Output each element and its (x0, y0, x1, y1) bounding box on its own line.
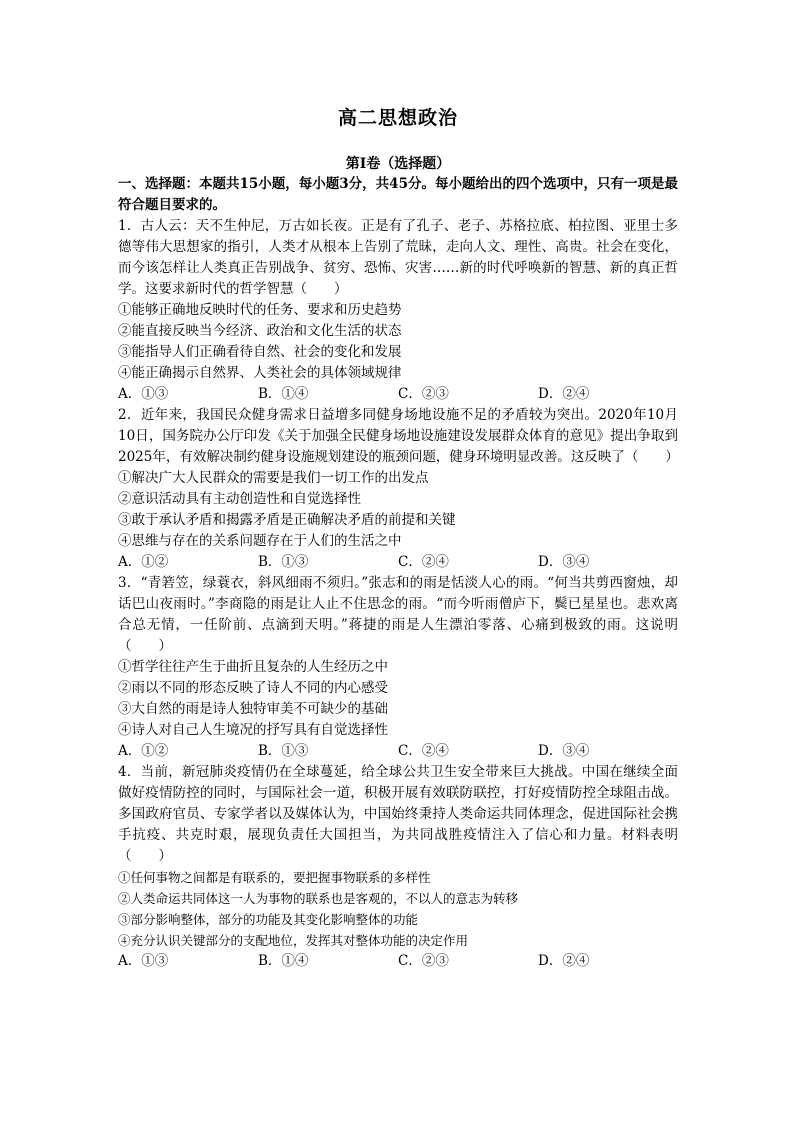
option-d: D．③④ (538, 554, 590, 570)
volume-heading: 第Ⅰ卷（选择题） (345, 156, 451, 172)
answer-options (118, 741, 678, 762)
statement-4: ④诗人对自己人生境况的抒写具有自觉选择性 (118, 722, 388, 738)
option-d: D．②④ (538, 953, 590, 969)
option-c: C．②③ (398, 386, 449, 402)
question-stem: 2．近年来，我国民众健身需求日益增多同健身场地设施不足的矛盾较为突出。2020年10月10日，国务院办公厅印发《关于加强全民健身场地设施建设发展群众体育的意见》提出争取到2025年，有效解决制约健身设施规划建设的瓶颈问题，健身环境明显改善。这反映了（ ） (118, 407, 679, 465)
statement-3: ③大自然的雨是诗人独特审美不可缺少的基础 (118, 701, 388, 717)
option-a: A．①② (118, 554, 169, 570)
option-a: A．①③ (118, 386, 169, 402)
option-a: A．①③ (118, 953, 169, 969)
answer-options (118, 384, 678, 405)
option-c: C．②④ (398, 554, 449, 570)
option-d: D．③④ (538, 743, 590, 759)
question-1 (118, 216, 678, 405)
statement-1: ①任何事物之间都是有联系的，要把握事物联系的多样性 (118, 870, 431, 885)
statement-2: ②雨以不同的形态反映了诗人不同的内心感受 (118, 680, 388, 696)
answer-options (118, 552, 678, 573)
statement-2: ②人类命运共同体这一人为事物的联系也是客观的，不以人的意志为转移 (118, 891, 519, 906)
statement-3: ③能指导人们正确看待自然、社会的变化和发展 (118, 344, 402, 360)
option-b: B．①③ (258, 554, 309, 570)
question-stem: 4．当前，新冠肺炎疫情仍在全球蔓延，给全球公共卫生安全带来巨大挑战。中国在继续全面做好疫情防控的同时，与国际社会一道，积极开展有效联防联控，打好疫情防控全球阻击战。多国政府官员、专家学者以及媒体认为，中国始终秉持人类命运共同体理念，促进国际社会携手抗疫、共克时艰，展现负责任大国担当，为共同战胜疫情注入了信心和力量。材料表明（ ） (118, 764, 678, 864)
statement-4: ④能正确揭示自然界、人类社会的具体领域规律 (118, 365, 402, 381)
statement-1: ①能够正确地反映时代的任务、要求和历史趋势 (118, 302, 402, 318)
option-c: C．②③ (398, 953, 449, 969)
option-b: B．①③ (258, 743, 309, 759)
question-stem: 3．“青箬笠，绿蓑衣，斜风细雨不须归。”张志和的雨是恬淡人心的雨。“何当共剪西窗烛，却话巴山夜雨时。”李商隐的雨是让人止不住思念的雨。“而今听雨僧庐下，鬓已星星也。悲欢离合总无情，一任阶前、点滴到天明。”蒋捷的雨是人生漂泊零落、心痛到极致的雨。这说明（ ） (118, 575, 678, 654)
option-a: A．①② (118, 743, 169, 759)
exam-page (118, 104, 678, 972)
statement-2: ②意识活动具有主动创造性和自觉选择性 (118, 491, 361, 507)
statement-3: ③部分影响整体，部分的功能及其变化影响整体的功能 (118, 912, 419, 927)
question-4 (118, 762, 678, 972)
statement-1: ①哲学往往产生于曲折且复杂的人生经历之中 (118, 659, 388, 675)
statement-3: ③敢于承认矛盾和揭露矛盾是正确解决矛盾的前提和关键 (118, 512, 456, 528)
option-c: C．②④ (398, 743, 449, 759)
statement-1: ①解决广大人民群众的需要是我们一切工作的出发点 (118, 470, 429, 486)
option-b: B．①④ (258, 953, 309, 969)
statement-4: ④思维与存在的关系问题存在于人们的生活之中 (118, 533, 402, 549)
option-d: D．②④ (538, 386, 590, 402)
section-instructions: 一、选择题：本题共15小题，每小题3分，共45分。每小题给出的四个选项中，只有一项是最符合题目要求的。 (118, 176, 678, 213)
statement-4: ④充分认识关键部分的支配地位，发挥其对整体功能的决定作用 (118, 933, 469, 948)
question-2 (118, 405, 678, 573)
answer-options (118, 951, 678, 972)
question-3 (118, 573, 678, 762)
statement-2: ②能直接反映当今经济、政治和文化生活的状态 (118, 323, 402, 339)
question-stem: 1．古人云：天不生仲尼，万古如长夜。正是有了孔子、老子、苏格拉底、柏拉图、亚里士多德等伟大思想家的指引，人类才从根本上告别了荒昧，走向人文、理性、高贵。社会在变化，而今该怎样让人类真正告别战争、贫穷、恐怖、灾害……新的时代呼唤新的智慧、新的真正哲学。这要求新时代的哲学智慧（ ） (118, 218, 678, 297)
option-b: B．①④ (258, 386, 309, 402)
exam-title: 高二思想政治 (337, 107, 458, 129)
